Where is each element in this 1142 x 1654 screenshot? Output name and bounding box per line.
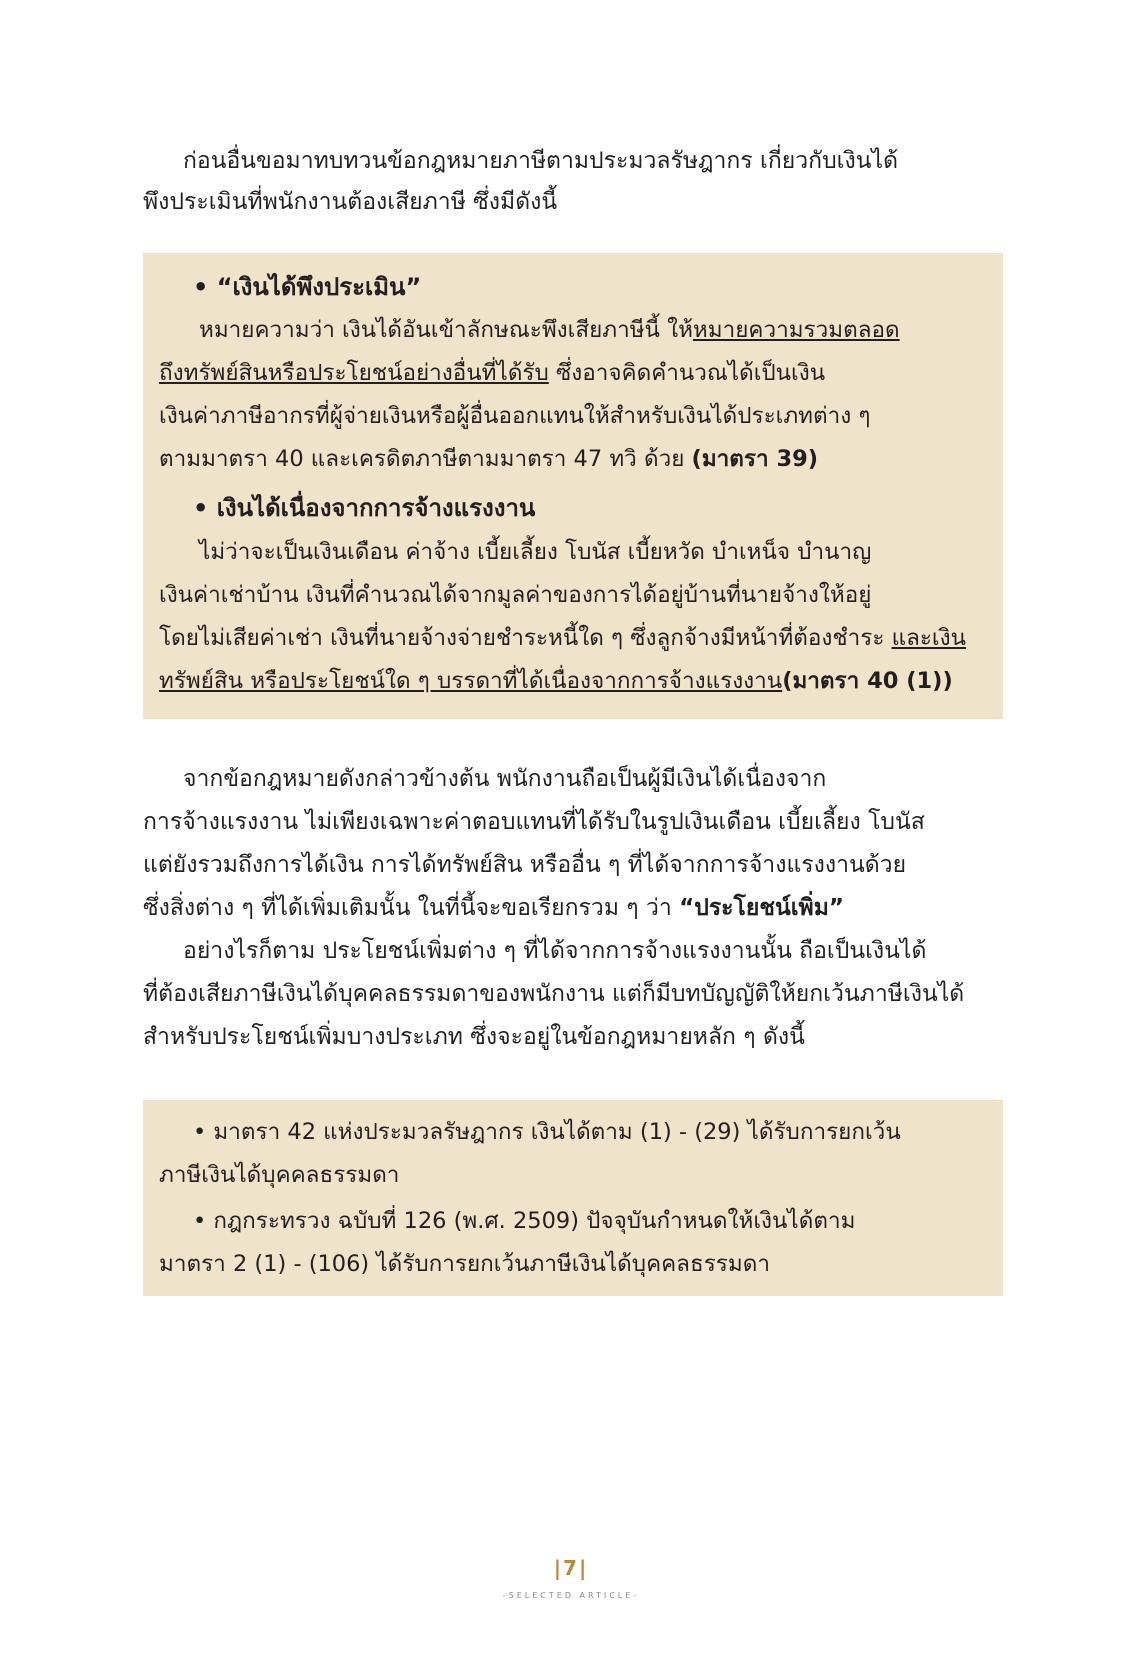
- employment-line-3: โดยไม่เสียค่าเช่า เงินที่นายจ้างจ่ายชำระหนี้ใด ๆ ซึ่งลูกจ้างมีหน้าที่ต้องชำระ และเงิน: [159, 625, 966, 651]
- definition-box: [143, 253, 1003, 719]
- middle-line-4: ซึ่งสิ่งต่าง ๆ ที่ได้เพิ่มเติมนั้น ในที่นี้จะขอเรียกรวม ๆ ว่า “ประโยชน์เพิ่ม”: [143, 895, 844, 921]
- middle-paragraph: [143, 758, 1003, 1059]
- intro-line-2: พึงประเมินที่พนักงานต้องเสียภาษี ซึ่งมีดังนี้: [143, 189, 558, 215]
- middle-line-7: สำหรับประโยชน์เพิ่มบางประเภท ซึ่งจะอยู่ในข้อกฎหมายหลัก ๆ ดังนี้: [143, 1024, 805, 1050]
- middle-line-1: จากข้อกฎหมายดังกล่าวข้างต้น พนักงานถือเป็นผู้มีเงินได้เนื่องจาก: [183, 766, 827, 792]
- exemption-box: [143, 1100, 1003, 1296]
- middle-line-2: การจ้างแรงงาน ไม่เพียงเฉพาะค่าตอบแทนที่ได้รับในรูปเงินเดือน เบี้ยเลี้ยง โบนัส: [143, 809, 925, 835]
- section-label: -SELECTED ARTICLE-: [502, 1591, 640, 1600]
- exemption-item-1-line-1: • มาตรา 42 แห่งประมวลรัษฎากร เงินได้ตาม (1) - (29) ได้รับการยกเว้น: [193, 1119, 901, 1145]
- intro-line-1: ก่อนอื่นขอมาทบทวนข้อกฎหมายภาษีตามประมวลรัษฎากร เกี่ยวกับเงินได้: [183, 148, 898, 174]
- employment-line-1: ไม่ว่าจะเป็นเงินเดือน ค่าจ้าง เบี้ยเลี้ยง โบนัส เบี้ยหวัด บำเหน็จ บำนาญ: [199, 539, 872, 565]
- middle-line-3: แต่ยังรวมถึงการได้เงิน การได้ทรัพย์สิน หรืออื่น ๆ ที่ได้จากการจ้างแรงงานด้วย: [143, 852, 907, 878]
- heading-assessable-income: • “เงินได้พึงประเมิน”: [193, 273, 422, 301]
- definition-line-1: หมายความว่า เงินได้อันเข้าลักษณะพึงเสียภาษีนี้ ให้หมายความรวมตลอด: [199, 317, 900, 343]
- employment-line-4: ทรัพย์สิน หรือประโยชน์ใด ๆ บรรดาที่ได้เนื่องจากการจ้างแรงงาน(มาตรา 40 (1)): [159, 668, 953, 694]
- exemption-item-2-line-1: • กฎกระทรวง ฉบับที่ 126 (พ.ศ. 2509) ปัจจุบันกำหนดให้เงินได้ตาม: [193, 1208, 856, 1234]
- intro-paragraph: [143, 141, 1003, 223]
- middle-line-6: ที่ต้องเสียภาษีเงินได้บุคคลธรรมดาของพนักงาน แต่ก็มีบทบัญญัติให้ยกเว้นภาษีเงินได้: [143, 981, 965, 1007]
- definition-line-3: เงินค่าภาษีอากรที่ผู้จ่ายเงินหรือผู้อื่นออกแทนให้สำหรับเงินได้ประเภทต่าง ๆ: [159, 403, 871, 429]
- definition-line-4: ตามมาตรา 40 และเครดิตภาษีตามมาตรา 47 ทวิ ด้วย (มาตรา 39): [159, 446, 819, 472]
- middle-line-5: อย่างไรก็ตาม ประโยชน์เพิ่มต่าง ๆ ที่ได้จากการจ้างแรงงานนั้น ถือเป็นเงินได้: [183, 938, 927, 964]
- page-number: |7|: [553, 1556, 589, 1580]
- exemption-item-1-line-2: ภาษีเงินได้บุคคลธรรมดา: [159, 1162, 400, 1188]
- heading-employment-income: • เงินได้เนื่องจากการจ้างแรงงาน: [193, 494, 536, 522]
- definition-line-2: ถึงทรัพย์สินหรือประโยชน์อย่างอื่นที่ได้รับ ซึ่งอาจคิดคำนวณได้เป็นเงิน: [159, 360, 826, 386]
- exemption-item-2-line-2: มาตรา 2 (1) - (106) ได้รับการยกเว้นภาษีเงินได้บุคคลธรรมดา: [159, 1251, 770, 1277]
- employment-line-2: เงินค่าเช่าบ้าน เงินที่คำนวณได้จากมูลค่าของการได้อยู่บ้านที่นายจ้างให้อยู่: [159, 582, 872, 608]
